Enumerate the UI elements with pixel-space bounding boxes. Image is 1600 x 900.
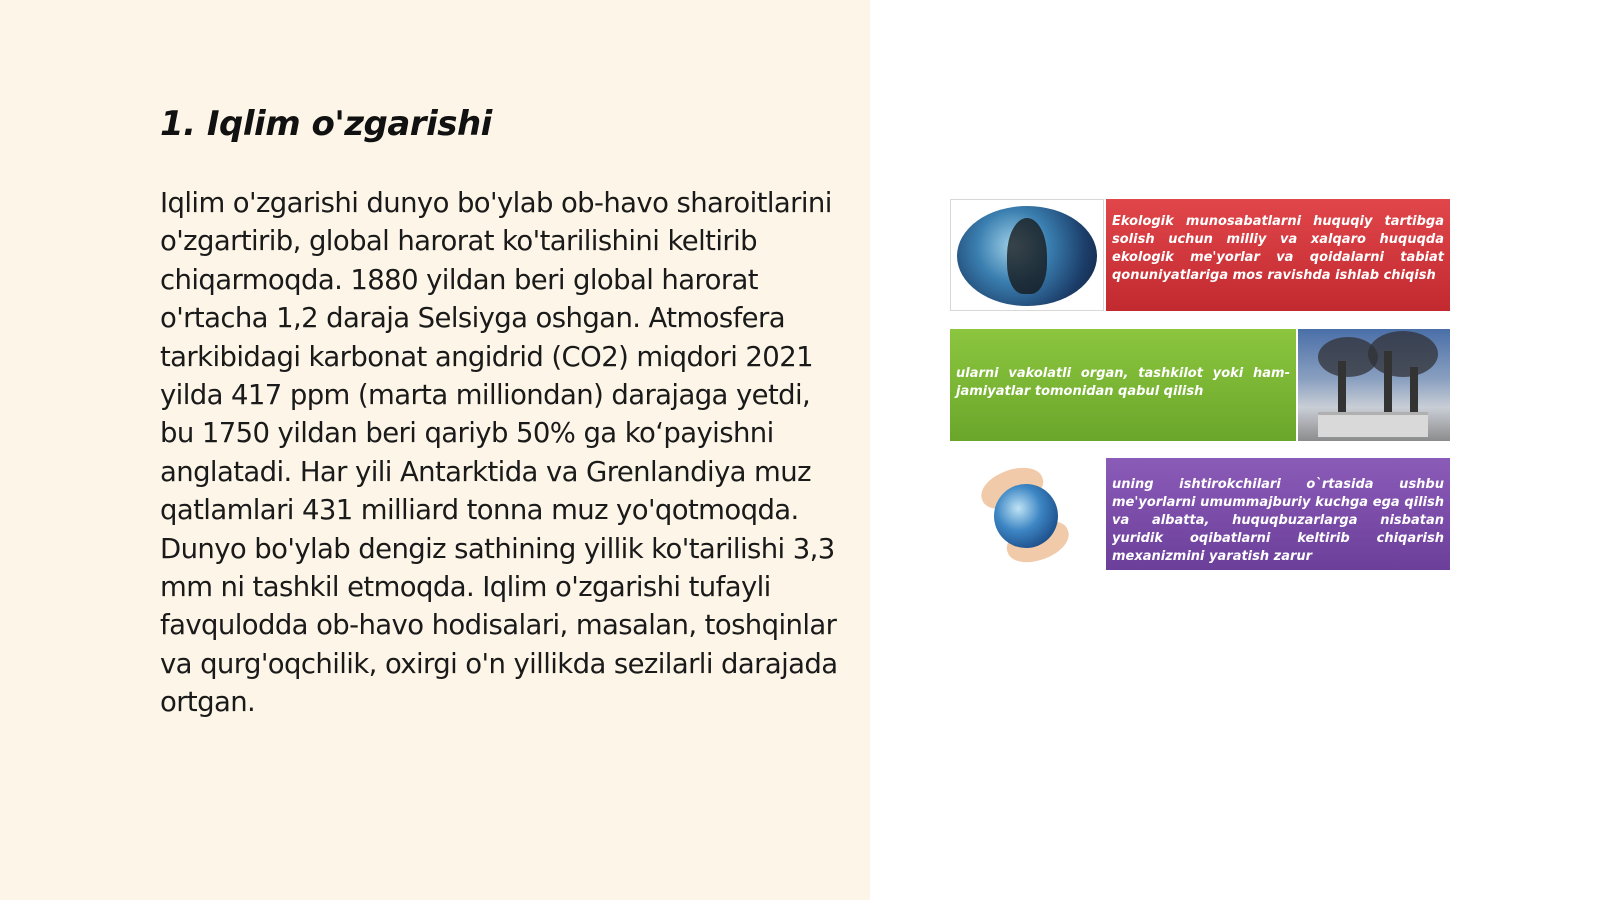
legal-regulation-infographic (950, 199, 1450, 572)
infographic-row-3 (950, 458, 1450, 570)
factory-smoke-icon (1298, 329, 1450, 441)
hands-globe-icon (950, 458, 1104, 570)
row-1-text-box: Ekologik munosabatlarni huquqiy tartibga solish uchun milliy va xalqaro huquqda ekologik me'yorlar va qoidalarni tabiat qonuniyatlariga mos ravishda ishlab chiqish (1106, 199, 1450, 311)
row-2-text-box: ularni vakolatli organ, tashkilot yoki ham-jamiyatlar tomonidan qabul qilish (950, 329, 1296, 441)
globe-footprint-icon (950, 199, 1104, 311)
row-3-text-box: uning ishtirokchilari o`rtasida ushbu me'yorlarni umummajburiy kuchga ega qilish va albatta, huquqbuzarlarga nisbatan yuridik oqibatlarni keltirib chiqarish mexanizmini yaratish zarur (1106, 458, 1450, 570)
slide-body-text: Iqlim o'zgarishi dunyo bo'ylab ob-havo sharoitlarini o'zgartirib, global harorat ko'tarilishini keltirib chiqarmoqda. 1880 yildan beri global harorat o'rtacha 1,2 daraja Selsiyga oshgan. Atmosfera tarkibidagi karbonat angidrid (CO2) miqdori 2021 yilda 417 ppm (marta milliondan) darajaga yetdi, bu 1750 yildan beri qariyb 50% ga ko‘payishni anglatadi. Har yili Antarktida va Grenlandiya muz qatlamlari 431 milliard tonna muz yo'qotmoqda. Dunyo bo'ylab dengiz sathining yillik ko'tarilishi 3,3 mm ni tashkil etmoqda. Iqlim o'zgarishi tufayli favqulodda ob-havo hodisalari, masalan, toshqinlar va qurg'oqchilik, oxirgi o'n yillikda sezilarli darajada ortgan. (160, 187, 838, 719)
infographic-row-1 (950, 199, 1450, 311)
infographic-row-2 (950, 329, 1450, 441)
slide-title: 1. Iqlim o'zgarishi (160, 104, 492, 144)
